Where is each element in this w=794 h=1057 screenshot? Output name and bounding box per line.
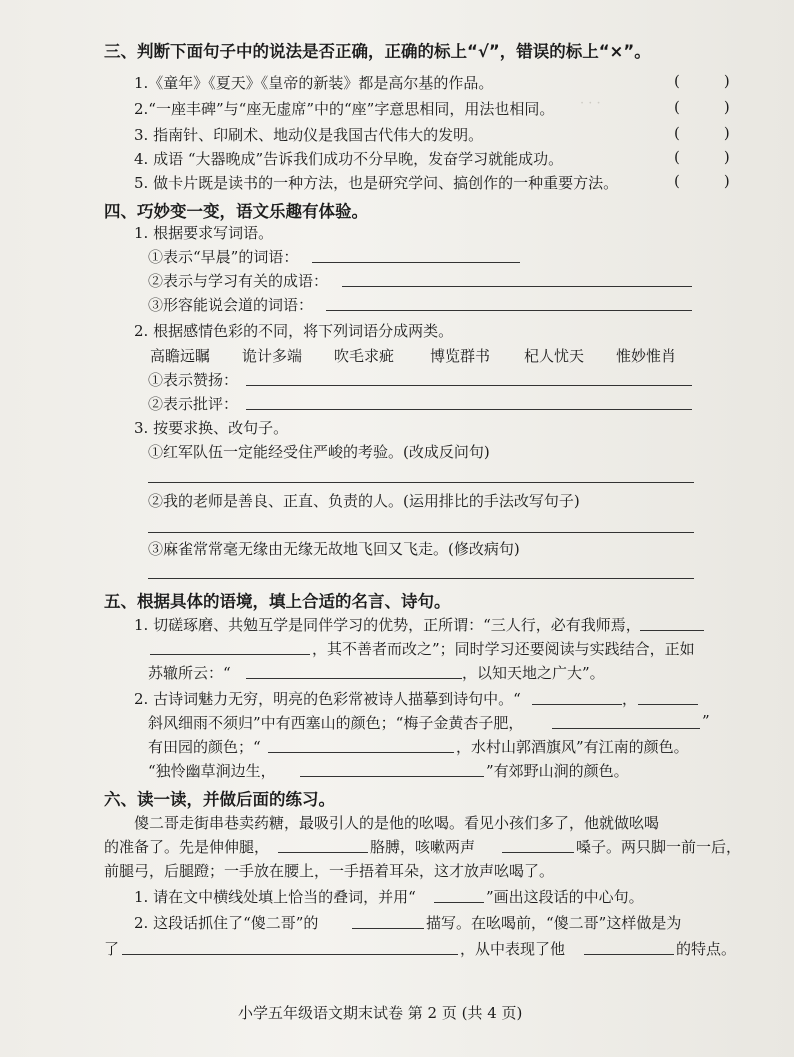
s6-reading-line-3: 前腿弓，后腿蹬；一手放在腰上，一手捂着耳朵，这才放声吆喝了。 — [104, 862, 555, 880]
s6-q1a: 1. 请在文中横线处填上恰当的叠词，并用“ — [134, 888, 416, 906]
s6-blank-1[interactable] — [278, 852, 368, 853]
s4-word: 诡计多端 — [242, 347, 303, 365]
s4-q3c-blank[interactable] — [148, 578, 694, 579]
section-5-title: 五、根据具体的语境，填上合适的名言、诗句。 — [104, 592, 451, 611]
s4-q1: 1. 根据要求写词语。 — [134, 224, 274, 242]
s3-answer-5[interactable]: ( ) — [674, 172, 730, 190]
s4-q1a: ①表示“早晨”的词语： — [148, 248, 299, 266]
s4-q3b: ②我的老师是善良、正直、负责的人。(运用排比的手法改写句子) — [148, 492, 580, 510]
s6-q2-blank-1[interactable] — [352, 928, 424, 929]
s4-word: 惟妙惟肖 — [616, 347, 677, 365]
s4-q3: 3. 按要求换、改句子。 — [134, 419, 289, 437]
s3-item-1: 1.《童年》《夏天》《皇帝的新装》都是高尔基的作品。 — [134, 74, 494, 92]
s5-p1a: 1. 切磋琢磨、共勉互学是同伴学习的优势，正所谓：“三人行，必有我师焉， — [134, 616, 641, 634]
s5-p2c-end: ” — [702, 712, 710, 730]
s5-p1c: 苏辙所云：“ — [148, 664, 231, 682]
s4-q1c: ③形容能说会道的词语： — [148, 296, 314, 314]
s4-word: 吹毛求疵 — [334, 347, 395, 365]
s3-item-2: 2.“一座丰碑”与“座无虚席”中的“座”字意思相同，用法也相同。 — [134, 100, 555, 118]
s3-answer-4[interactable]: ( ) — [674, 148, 730, 166]
s5-blank-1a[interactable] — [640, 630, 704, 631]
s4-word: 杞人忧天 — [524, 347, 585, 365]
s4-q3c: ③麻雀常常毫无缘由无缘无故地飞回又飞走。(修改病句) — [148, 540, 520, 558]
s6-q2a: 2. 这段话抓住了“傻二哥”的 — [134, 914, 319, 932]
s5-p2b: ， — [622, 690, 638, 708]
bleed-through-marks: · · · — [580, 96, 601, 111]
s6-q2b: 描写。在吆喝前，“傻二哥”这样做是为 — [426, 914, 682, 932]
s4-q1b-blank[interactable] — [342, 286, 692, 287]
s6-q2-blank-2[interactable] — [122, 954, 458, 955]
section-4-title: 四、巧妙变一变，语文乐趣有体验。 — [104, 202, 368, 221]
s4-q3b-blank[interactable] — [148, 532, 694, 533]
s6-blank-2[interactable] — [502, 852, 574, 853]
s5-blank-2[interactable] — [246, 678, 462, 679]
s6-q2-blank-3[interactable] — [584, 954, 674, 955]
s3-item-4: 4. 成语 “大器晚成”告诉我们成功不分早晚，发奋学习就能成功。 — [134, 150, 564, 168]
section-3-title: 三、判断下面句子中的说法是否正确，正确的标上“√”，错误的标上“×”。 — [104, 42, 651, 61]
s4-q2b: ②表示批评： — [148, 395, 239, 413]
s4-word: 博览群书 — [430, 347, 491, 365]
s6-q1-underline-sample — [434, 902, 484, 903]
s5-p2a: 2. 古诗词魅力无穷，明亮的色彩常被诗人描摹到诗句中。“ — [134, 690, 521, 708]
s5-blank-1b[interactable] — [150, 654, 310, 655]
s6-q2e: 的特点。 — [676, 940, 737, 958]
s6-reading-line-2b: 胳膊，咳嗽两声 — [370, 838, 476, 856]
s5-p2h: ”有郊野山涧的颜色。 — [486, 762, 629, 780]
s4-q2: 2. 根据感情色彩的不同，将下列词语分成两类。 — [134, 322, 454, 340]
s4-q2a: ①表示赞扬： — [148, 371, 239, 389]
s5-p1b: ，其不善者而改之”；同时学习还要阅读与实践结合，正如 — [312, 640, 695, 658]
s6-q2d: ，从中表现了他 — [460, 940, 566, 958]
s6-q2c: 了 — [104, 940, 120, 958]
s4-q2b-blank[interactable] — [246, 409, 692, 410]
s5-p2g: “独怜幽草涧边生， — [148, 762, 276, 780]
s3-answer-1[interactable]: ( ) — [674, 72, 730, 90]
s4-q3a-blank[interactable] — [148, 482, 694, 483]
s5-p2e: 有田园的颜色；“ — [148, 738, 261, 756]
s6-reading-line-2c: 嗓子。两只脚一前一后， — [576, 838, 742, 856]
s4-q1c-blank[interactable] — [326, 310, 692, 311]
s5-blank-6[interactable] — [268, 752, 454, 753]
s4-q1b: ②表示与学习有关的成语： — [148, 272, 329, 290]
s6-reading-line-2a: 的准备了。先是伸伸腿， — [104, 838, 270, 856]
s4-word: 高瞻远瞩 — [150, 347, 211, 365]
page-footer: 小学五年级语文期末试卷 第 2 页 (共 4 页) — [238, 1004, 523, 1022]
s3-item-5: 5. 做卡片既是读书的一种方法，也是研究学问、搞创作的一种重要方法。 — [134, 174, 619, 192]
s3-item-3: 3. 指南针、印刷术、地动仪是我国古代伟大的发明。 — [134, 126, 484, 144]
s5-p1d: ，以知天地之广大”。 — [462, 664, 605, 682]
s5-blank-7[interactable] — [300, 776, 484, 777]
s3-answer-2[interactable]: ( ) — [674, 98, 730, 116]
s3-answer-3[interactable]: ( ) — [674, 124, 730, 142]
s4-q1a-blank[interactable] — [312, 262, 520, 263]
s5-p2f: ，水村山郭酒旗风”有江南的颜色。 — [456, 738, 689, 756]
s4-q3a: ①红军队伍一定能经受住严峻的考验。(改成反问句) — [148, 443, 490, 461]
s4-q2a-blank[interactable] — [246, 385, 692, 386]
s5-blank-3[interactable] — [532, 704, 622, 705]
s5-blank-4[interactable] — [638, 704, 698, 705]
s6-reading-line-1: 傻二哥走街串巷卖药糖，最吸引人的是他的吆喝。看见小孩们多了，他就做吆喝 — [134, 814, 660, 832]
s5-blank-5[interactable] — [552, 728, 700, 729]
s6-q1b: ”画出这段话的中心句。 — [486, 888, 644, 906]
s5-p2d: 斜风细雨不须归”中有西塞山的颜色；“梅子金黄杏子肥， — [148, 714, 524, 732]
section-6-title: 六、读一读，并做后面的练习。 — [104, 790, 335, 809]
